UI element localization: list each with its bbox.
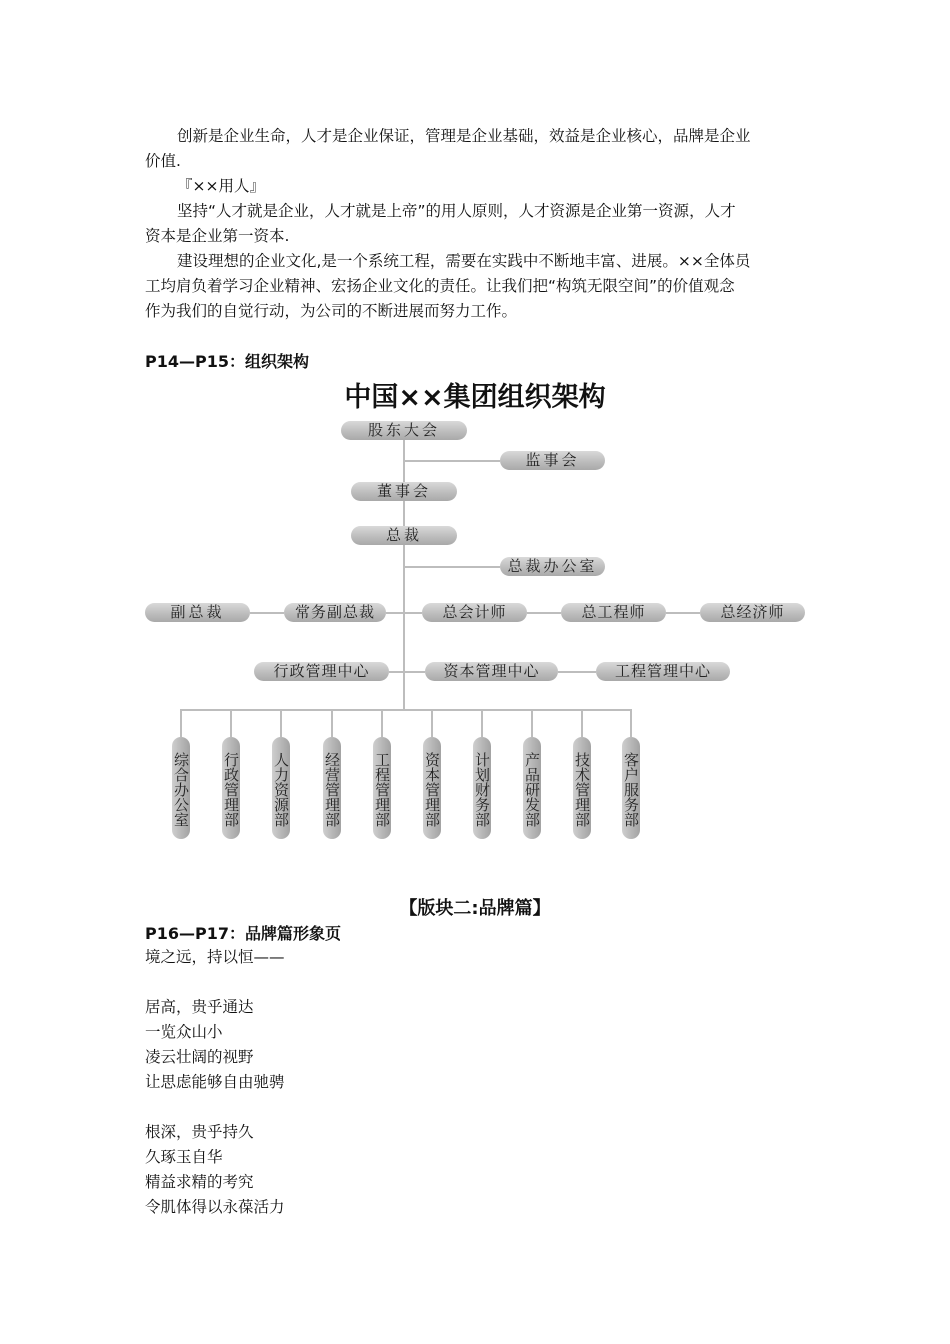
- intro-paragraph-3: 建设理想的企业文化,是一个系统工程，需要在实践中不断地丰富、进展。××全体员: [177, 252, 751, 270]
- org-dept-customer-service: 客户服务部: [622, 737, 640, 839]
- intro-paragraph-3-line2: 工均肩负着学习企业精神、宏扬企业文化的责任。让我们把“构筑无限空间”的价值观念: [145, 277, 735, 295]
- org-node-vice-president: 副总裁: [145, 603, 250, 622]
- org-dept-general-office: 综合办公室: [172, 737, 190, 839]
- org-dept-human-resources: 人力资源部: [272, 737, 290, 839]
- org-chart-title: 中国××集团组织架构: [344, 382, 606, 413]
- org-dept-operations: 经营管理部: [323, 737, 341, 839]
- org-dept-planning-finance: 计划财务部: [473, 737, 491, 839]
- org-node-supervisory-board: 监事会: [500, 451, 605, 470]
- org-node-chief-economist: 总经济师: [700, 603, 805, 622]
- org-node-chief-accountant: 总会计师: [422, 603, 527, 622]
- org-node-chief-engineer: 总工程师: [561, 603, 666, 622]
- org-node-executive-vp: 常务副总裁: [284, 603, 386, 622]
- org-dept-technology: 技术管理部: [573, 737, 591, 839]
- intro-paragraph-2: 坚持“人才就是企业，人才就是上帝”的用人原则，人才资源是企业第一资源，人才: [177, 202, 736, 220]
- org-node-shareholders: 股东大会: [341, 421, 467, 440]
- intro-paragraph-1-cont: 价值.: [145, 152, 181, 170]
- brand-line: 让思虑能够自由驰骋: [145, 1073, 285, 1091]
- org-dept-capital: 资本管理部: [423, 737, 441, 839]
- org-dept-product-rd: 产品研发部: [523, 737, 541, 839]
- intro-paragraph-3-line3: 作为我们的自觉行动，为公司的不断进展而努力工作。: [145, 302, 518, 320]
- brand-line: 一览众山小: [145, 1023, 223, 1041]
- brand-line: 令肌体得以永葆活力: [145, 1198, 285, 1216]
- org-node-board-of-directors: 董事会: [351, 482, 457, 501]
- brand-line: 境之远，持以恒——: [145, 948, 285, 966]
- intro-paragraph-1: 创新是企业生命，人才是企业保证，管理是企业基础，效益是企业核心，品牌是企业: [177, 127, 751, 145]
- brand-line: 久琢玉自华: [145, 1148, 223, 1166]
- intro-paragraph-2-cont: 资本是企业第一资本.: [145, 227, 290, 245]
- org-node-capital-center: 资本管理中心: [425, 662, 558, 681]
- org-node-president: 总裁: [351, 526, 457, 545]
- org-dept-engineering: 工程管理部: [373, 737, 391, 839]
- brand-line: 凌云壮阔的视野: [145, 1048, 254, 1066]
- org-node-engineering-center: 工程管理中心: [596, 662, 730, 681]
- org-dept-administration: 行政管理部: [222, 737, 240, 839]
- org-node-president-office: 总裁办公室: [500, 557, 605, 576]
- org-section-heading: P14—P15：组织架构: [145, 352, 309, 371]
- intro-heading-talent: 『××用人』: [177, 177, 265, 195]
- org-node-admin-center: 行政管理中心: [254, 662, 389, 681]
- brand-block-title: 【版块二:品牌篇】: [399, 898, 551, 919]
- brand-line: 根深，贵乎持久: [145, 1123, 254, 1141]
- brand-line: 居高，贵乎通达: [145, 998, 254, 1016]
- brand-line: 精益求精的考究: [145, 1173, 254, 1191]
- brand-section-heading: P16—P17：品牌篇形象页: [145, 924, 341, 943]
